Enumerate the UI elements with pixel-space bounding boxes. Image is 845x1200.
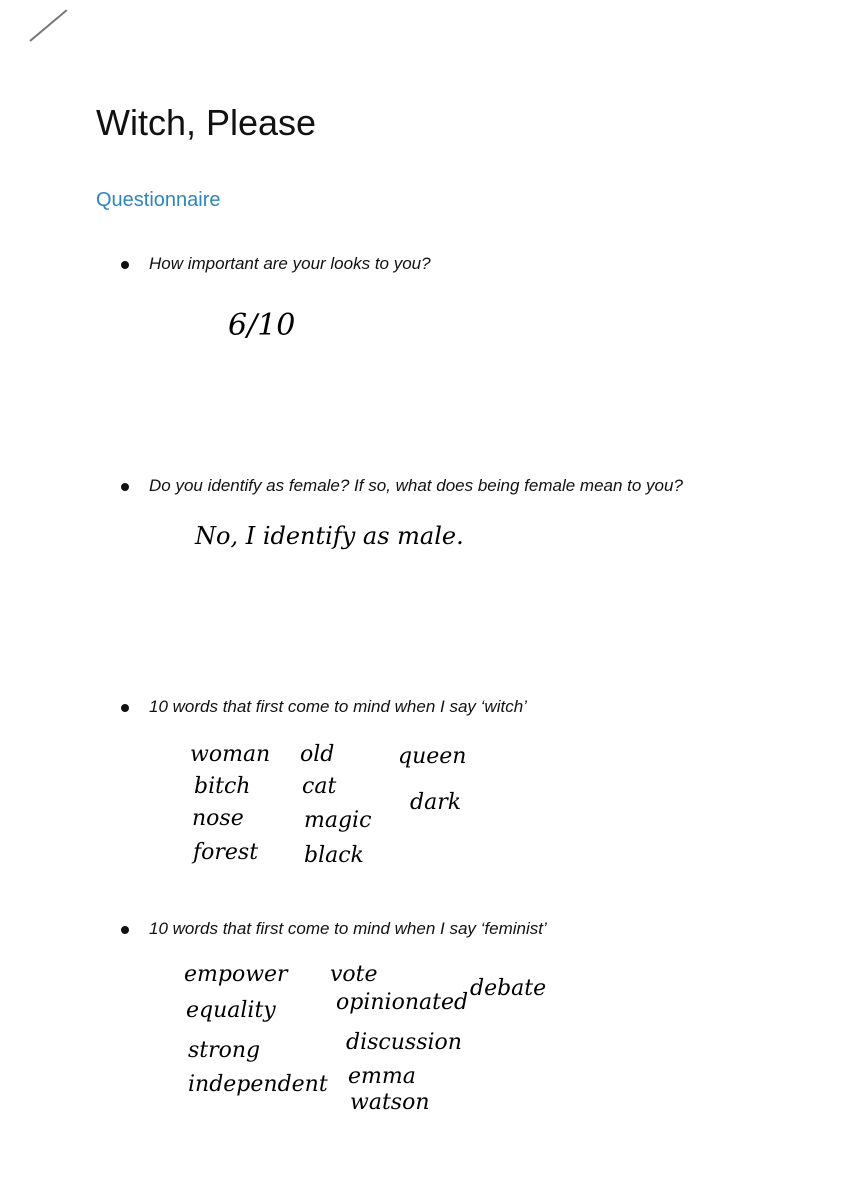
feminist-word: empower: [184, 962, 288, 987]
pen-mark: [29, 9, 67, 41]
witch-word: black: [304, 843, 364, 868]
answer-looks-rating: 6/10: [228, 308, 296, 343]
feminist-word: discussion: [346, 1030, 462, 1055]
bullet-icon: [121, 926, 129, 934]
witch-word: queen: [398, 744, 467, 769]
bullet-icon: [121, 261, 129, 269]
question-feminist-words: 10 words that first come to mind when I say ‘feminist’: [149, 919, 547, 938]
feminist-word: strong: [188, 1038, 261, 1063]
witch-word: forest: [193, 840, 259, 865]
witch-word: dark: [410, 790, 462, 815]
witch-word: old: [300, 742, 335, 767]
feminist-word: equality: [186, 998, 276, 1023]
witch-word: nose: [192, 806, 244, 831]
feminist-word: emma: [348, 1064, 416, 1089]
witch-word: cat: [302, 774, 337, 799]
feminist-word: independent: [188, 1072, 328, 1097]
question-witch-words: 10 words that first come to mind when I say ‘witch’: [149, 697, 527, 716]
question-looks: How important are your looks to you?: [149, 254, 431, 273]
bullet-icon: [121, 483, 129, 491]
feminist-word: opinionated: [336, 990, 469, 1015]
question-gender: Do you identify as female? If so, what does being female mean to you?: [149, 476, 683, 495]
feminist-word: debate: [470, 976, 547, 1001]
answer-gender: No, I identify as male.: [195, 522, 464, 550]
feminist-word: vote: [330, 962, 378, 987]
bullet-icon: [121, 704, 129, 712]
section-heading: Questionnaire: [96, 189, 221, 211]
feminist-word: watson: [350, 1090, 430, 1115]
witch-word: woman: [190, 742, 271, 767]
witch-word: magic: [304, 808, 372, 833]
witch-word: bitch: [194, 774, 251, 799]
document-title: Witch, Please: [96, 102, 317, 143]
